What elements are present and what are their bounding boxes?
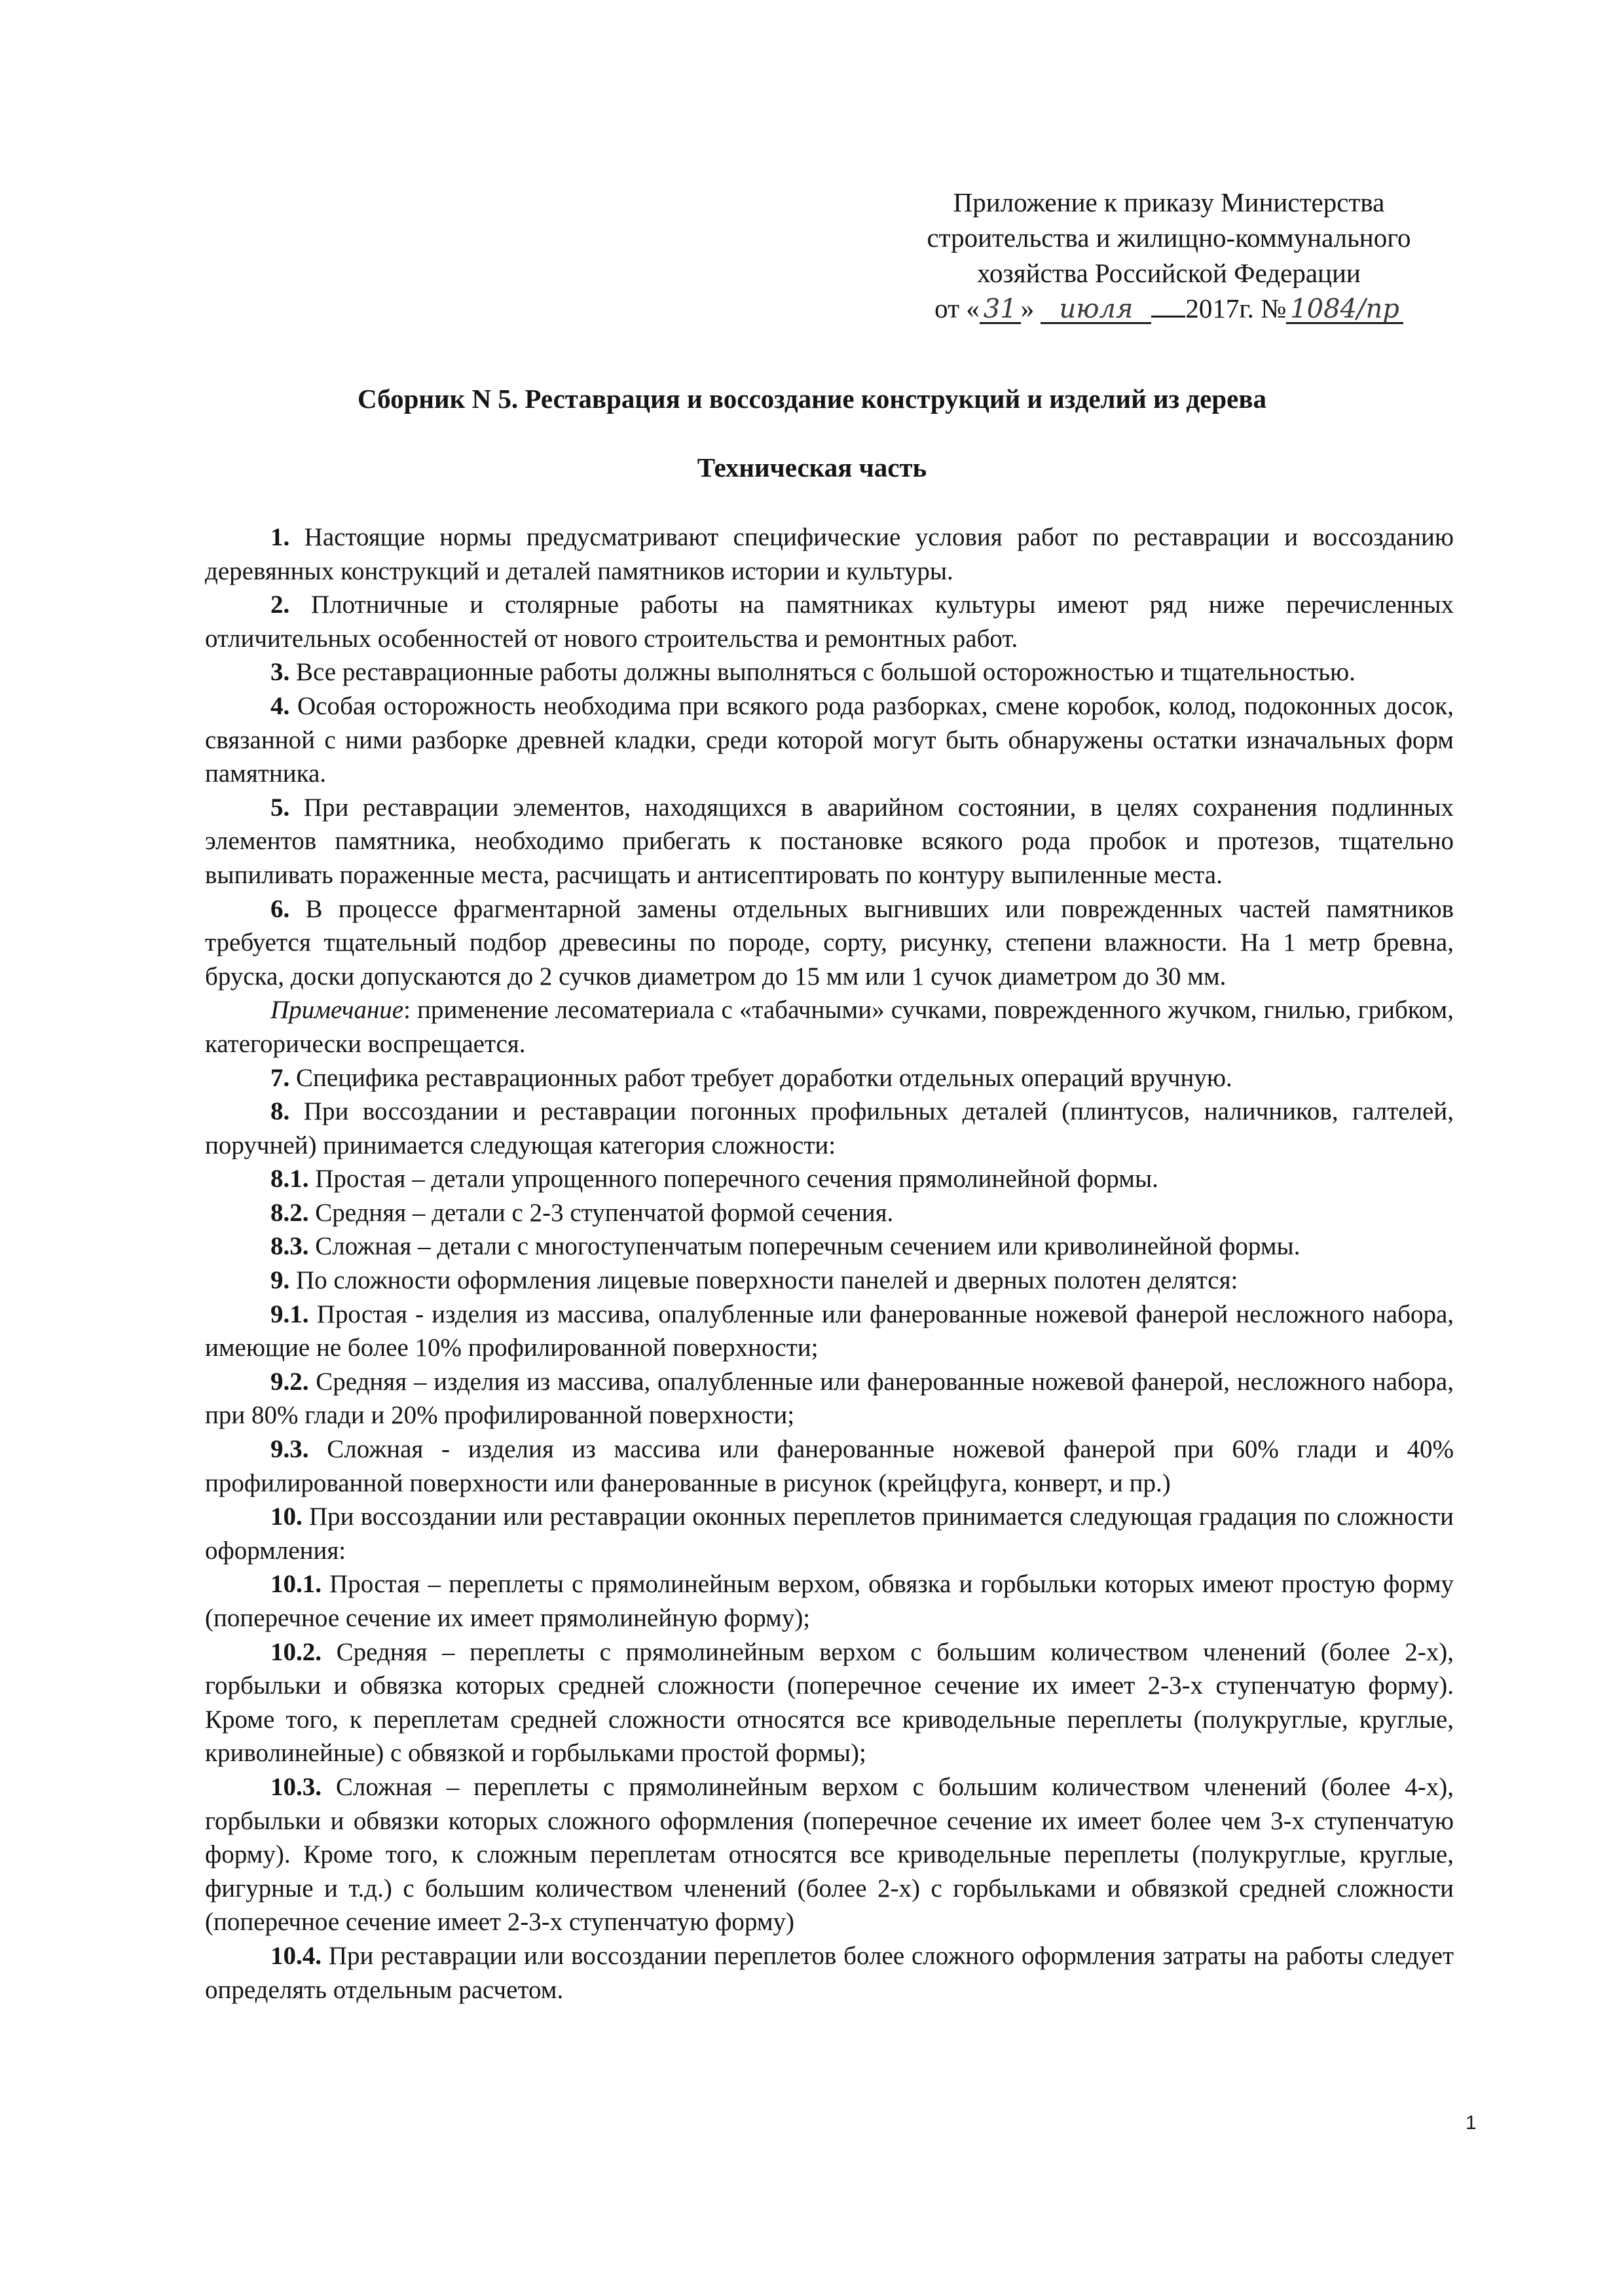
- paragraph-2: 2. Плотничные и столярные работы на памятниках культуры имеют ряд ниже перечисленных отличительных особенностей от нового строительства и ремонтных работ.: [205, 591, 1454, 653]
- paragraph-8-1: 8.1. Простая – детали упрощенного поперечного сечения прямолинейной формы.: [270, 1165, 1158, 1194]
- paragraph-6: 6. В процессе фрагментарной замены отдельных выгнивших или поврежденных частей памятников требуется тщательный подбор древесины по породе, сорту, рисунку, степени влажности. На 1 метр бревна, бруска, доски допускаются до 2 сучков диаметром до 15 мм или 1 сучок диаметром до 30 мм.: [205, 894, 1454, 991]
- paragraph-9-3: 9.3. Сложная - изделия из массива или фанерованные ножевой фанерой при 60% глади и 40% профилированной поверхности или фанерованные в рисунок (крейцфуга, конверт, и пр.): [205, 1435, 1454, 1497]
- header-line-2: строительства и жилищно-коммунального: [927, 223, 1411, 253]
- order-date-line: [858, 291, 1480, 326]
- paragraph-9-1: 9.1. Простая - изделия из массива, опалубленные или фанерованные ножевой фанерой несложного набора, имеющие не более 10% профилированной поверхности;: [205, 1300, 1454, 1362]
- date-prefix: от «: [934, 293, 980, 323]
- paragraph-10-4: 10.4. При реставрации или воссоздании переплетов более сложного оформления затраты на работы следует определять отдельным расчетом.: [205, 1941, 1454, 2004]
- header-line-1: Приложение к приказу Министерства: [953, 187, 1385, 217]
- technical-part-body: [205, 520, 1454, 2007]
- note-paragraph: Примечание: применение лесоматериала с «табачными» сучками, поврежденного жучком, гнилью, грибком, категорически воспрещается.: [205, 996, 1454, 1058]
- paragraph-5: 5. При реставрации элементов, находящихся в аварийном состоянии, в целях сохранения подлинных элементов памятника, необходимо прибегать к постановке всякого рода пробок и протезов, тщательно выпиливать пораженные места, расчищать и антисептировать по контуру выпиленные места.: [205, 793, 1454, 889]
- page-number: 1: [1466, 2112, 1477, 2134]
- paragraph-4: 4. Особая осторожность необходима при всякого рода разборках, смене коробок, колод, подоконных досок, связанной с ними разборке древней кладки, среди которой могут быть обнаружены остатки изначальных форм памятника.: [205, 691, 1454, 788]
- paragraph-8-3: 8.3. Сложная – детали с многоступенчатым поперечным сечением или криволинейной формы.: [270, 1232, 1301, 1261]
- order-year: 2017г. №: [1185, 293, 1287, 323]
- paragraph-10-2: 10.2. Средняя – переплеты с прямолинейным верхом с большим количеством членений (более 2-х), горбыльки и обвязка которых средней сложности (поперечное сечение их имеет 2-3-х ступенчатую форму). Кроме того, к переплетам средней сложности относятся все криводельные переплеты (полукруглые, круглые, криволинейные) с обвязкой и горбыльками простой формы);: [205, 1637, 1454, 1768]
- date-mid: »: [1020, 293, 1035, 323]
- paragraph-10: 10. При воссоздании или реставрации оконных переплетов принимается следующая градация по сложности оформления:: [205, 1503, 1454, 1565]
- paragraph-7: 7. Специфика реставрационных работ требует доработки отдельных операций вручную.: [270, 1063, 1232, 1092]
- section-title: Техническая часть: [697, 452, 927, 483]
- paragraph-3: 3. Все реставрационные работы должны выполняться с большой осторожностью и тщательностью.: [270, 658, 1356, 687]
- date-blank: [1151, 293, 1185, 318]
- paragraph-10-1: 10.1. Простая – переплеты с прямолинейным верхом, обвязка и горбыльки которых имеют простую форму (поперечное сечение их имеет прямолинейную форму);: [205, 1570, 1454, 1632]
- paragraph-10-3: 10.3. Сложная – переплеты с прямолинейным верхом с большим количеством членений (более 4-х), горбыльки и обвязки которых сложного оформления (поперечное сечение их имеет более чем 3-х ступенчатую форму). Кроме того, к сложным переплетам относятся все криводельные переплеты (полукруглые, круглые, фигурные и т.д.) с большим количеством членений (более 2-х) с горбыльками и обвязкой средней сложности (поперечное сечение имеет 2-3-х ступенчатую форму): [205, 1772, 1454, 1937]
- handwritten-order-number: 1084/пр: [1286, 296, 1403, 324]
- paragraph-9-2: 9.2. Средняя – изделия из массива, опалубленные или фанерованные ножевой фанерой, несложного набора, при 80% глади и 20% профилированной поверхности;: [205, 1367, 1454, 1430]
- handwritten-month: июля: [1041, 296, 1151, 324]
- handwritten-day: 31: [980, 296, 1021, 324]
- header-line-3: хозяйства Российской Федерации: [977, 258, 1361, 288]
- paragraph-9: 9. По сложности оформления лицевые поверхности панелей и дверных полотен делятся:: [270, 1266, 1238, 1295]
- appendix-header: [858, 185, 1480, 326]
- paragraph-8-2: 8.2. Средняя – детали с 2-3 ступенчатой формой сечения.: [270, 1198, 894, 1227]
- collection-title: Сборник N 5. Реставрация и воссоздание конструкций и изделий из дерева: [358, 384, 1266, 414]
- paragraph-8: 8. При воссоздании и реставрации погонных профильных деталей (плинтусов, наличников, галтелей, поручней) принимается следующая категория сложности:: [205, 1097, 1454, 1159]
- paragraph-1: 1. Настоящие нормы предусматривают специфические условия работ по реставрации и воссозданию деревянных конструкций и деталей памятников истории и культуры.: [205, 523, 1454, 585]
